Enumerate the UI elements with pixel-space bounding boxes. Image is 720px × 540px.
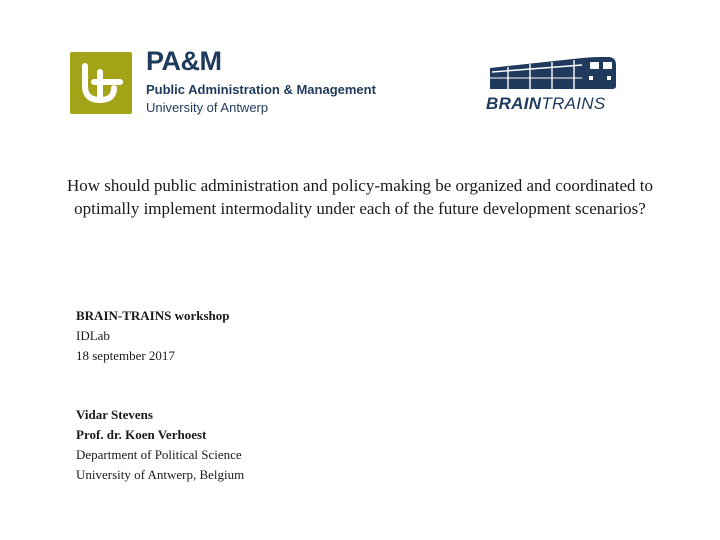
author-name-2: Prof. dr. Koen Verhoest [76, 427, 207, 442]
research-question: How should public administration and policy-making be organized and coordinated to optimally implement intermodality under each of the future development scenarios? [66, 176, 654, 218]
pam-logo-subtitle: Public Administration & Management [146, 82, 376, 97]
braintrains-wordmark-bold: BRAIN [486, 94, 542, 113]
author-name-1: Vidar Stevens [76, 407, 153, 422]
event-name-rest: workshop [171, 308, 230, 323]
pam-logo-title: PA&M [146, 46, 222, 76]
event-date: 18 september 2017 [76, 348, 175, 363]
pam-logo [70, 46, 400, 116]
university-antwerp-emblem-icon [70, 52, 132, 114]
author-department: Department of Political Science [76, 447, 242, 462]
author-info [76, 405, 244, 485]
event-name [76, 306, 230, 326]
event-place: IDLab [76, 328, 110, 343]
braintrains-wordmark-italic: TRAINS [541, 94, 606, 113]
pam-logo-university: University of Antwerp [146, 100, 269, 115]
author-institution: University of Antwerp, Belgium [76, 467, 245, 482]
event-name-bold: BRAIN-TRAINS [76, 308, 172, 323]
braintrains-wordmark [486, 94, 605, 114]
event-info [76, 306, 230, 366]
train-icon [486, 54, 620, 94]
braintrains-logo [486, 54, 620, 116]
